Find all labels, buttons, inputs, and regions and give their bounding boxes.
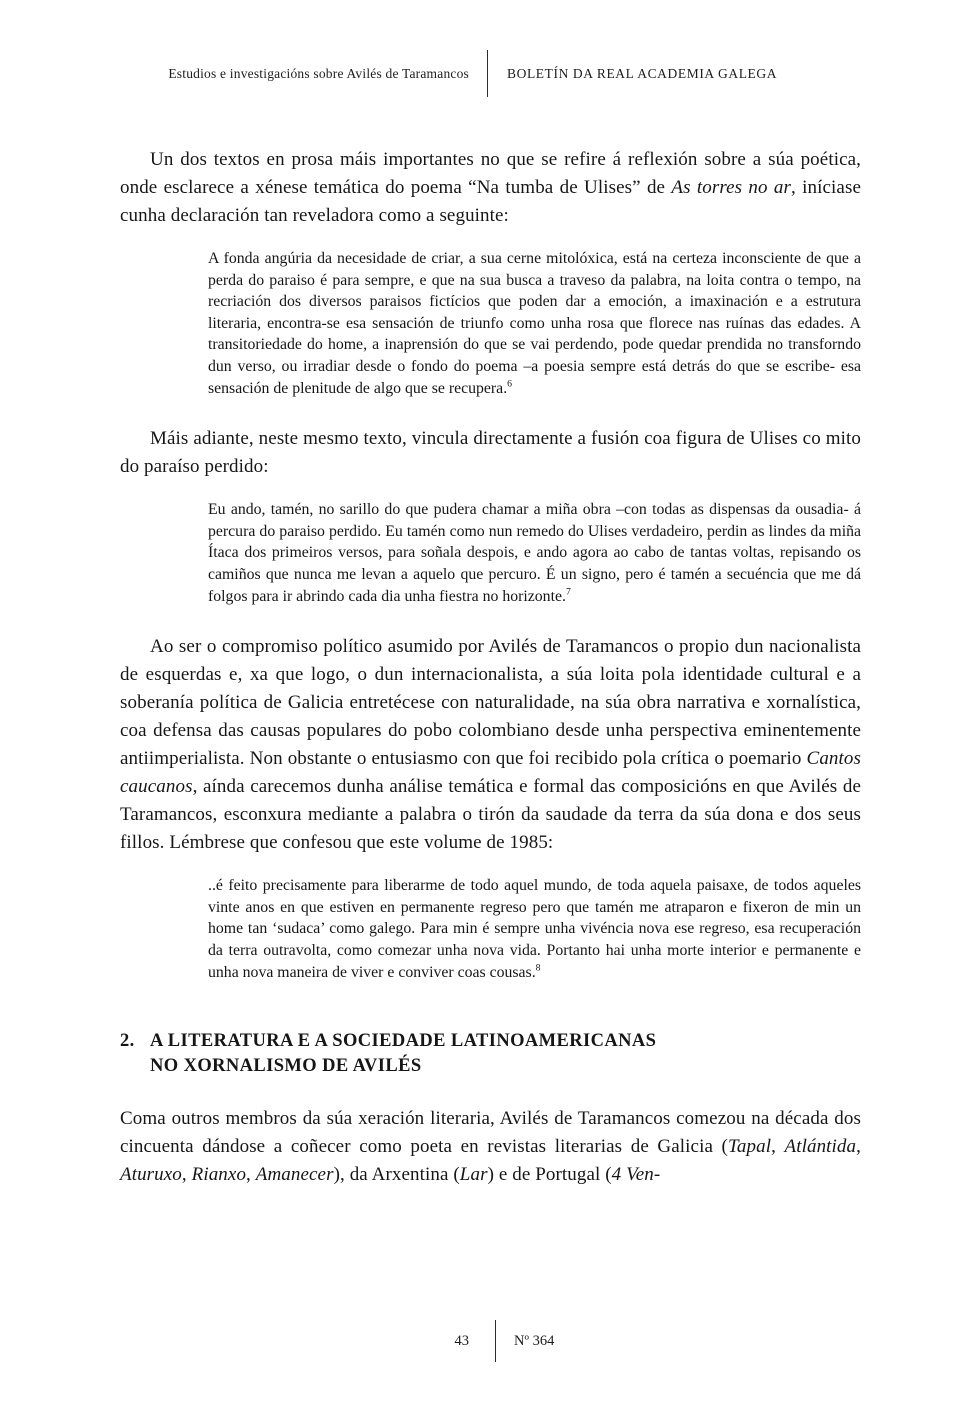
footnote-reference: 8: [535, 962, 541, 974]
paragraph: Coma outros membros da súa xeración literaria, Avilés de Taramancos comezou na década dos cincuenta dándose a coñecer como poeta en revistas literarias de Galicia (Tapal, Atlántida, Aturuxo, Rianxo, Amanecer), da Arxentina (Lar) e de Portugal (4 Ven-: [120, 1108, 861, 1186]
italic-title: Rianxo: [191, 1164, 247, 1186]
running-header: [120, 50, 861, 97]
page-number: 43: [454, 1332, 469, 1349]
running-header-journal-title: BOLETÍN DA REAL ACADEMIA GALEGA: [507, 65, 778, 81]
footnote-reference: 6: [507, 378, 513, 390]
issue-number: Nº 364: [514, 1332, 555, 1349]
italic-title: Lar: [459, 1164, 488, 1186]
paragraph: Ao ser o compromiso político asumido por Avilés de Taramancos o propio dun nacionalista de esquerdas e, xa que logo, o dun internacionalista, a súa loita pola identidade cultural e a soberanía política de Galicia entretécese con naturalidade, na súa obra narrativa e xornalística, coa defensa das causas populares do pobo colombiano desde unha perspectiva eminentemente antiimperialista. Non obstante o entusiasmo con que foi recibido pola crítica o poemario Cantos caucanos, aínda carecemos dunha análise temática e formal das composicións en que Avilés de Taramancos, esconxura mediante a palabra o tirón da saudade da terra da súa dona e dos seus fillos. Lémbrese que confesou que este volume de 1985:: [120, 636, 861, 854]
article-body: [120, 146, 861, 1189]
paragraph: Máis adiante, neste mesmo texto, vincula directamente a fusión coa figura de Ulises co mito do paraíso perdido:: [120, 428, 861, 478]
block-quote: A fonda angúria da necesidade de criar, a sua cerne mitolóxica, está na certeza inconsciente de que a perda do paraiso é para sempre, e que na sua busca a traveso da palabra, na loita contra o tempo, na recriación dos diversos paraisos fictícios que poden dar a emoción, a imaxinación e a estrutura literaria, encontra-se esa sensación de triunfo como unha rosa que florece nas ruínas das edades. A transitoriedade do home, a inaprensión do que se vai perdendo, pode quedar prendida no transforndo dun verso, ou irradiar desde o fondo do poema –a poesia sempre está detrás do que se escribe- esa sensación de plenitude de algo que se recupera.$^6$: [208, 250, 861, 397]
italic-title: As torres no ar: [671, 177, 792, 198]
italic-title: Amanecer: [255, 1164, 334, 1186]
italic-title: Cantos caucanos: [120, 748, 861, 798]
block-quote: Eu ando, tamén, no sarillo do que pudera chamar a miña obra –con todas as dispensas da ousadia- á percura do paraiso perdido. Eu tamén como nun remedo do Ulises verdadeiro, perdin as lindes da miña Ítaca dos primeiros versos, para soñala despois, e ando agora ao cabo de tantas voltas, repisando os camiños que nunca me levan a aquelo que percuro. É un signo, pero é tamén a secuéncia que me dá folgos para ir abrindo cada dia unha fiestra no horizonte.$^7$: [208, 501, 861, 605]
section-title: A LITERATURA E A SOCIEDADE LATINOAMERICANAS NO XORNALISMO DE AVILÉS: [150, 1031, 657, 1077]
italic-title: Aturuxo: [120, 1164, 182, 1186]
block-quote: ..é feito precisamente para liberarme de todo aquel mundo, de toda aquela paisaxe, de todos aqueles vinte anos en que estiven en permanente regreso pero que tamén me atraparon e fixeron de min un home tan ‘sudaca’ como galego. Para min é sempre unha vivéncia nova ese regreso, esa recuperación da terra outravolta, como comezar unha nova vida. Portanto hai unha morte interior e permanente e unha nova maneira de viver e conviver coas cousas.$^8$: [208, 877, 861, 981]
page-footer: [120, 1320, 861, 1362]
paragraph: Un dos textos en prosa máis importantes no que se refire á reflexión sobre a súa poética, onde esclarece a xénese temática do poema “Na tumba de Ulises” de As torres no ar, iníciase cunha declaración tan reveladora como a seguinte:: [120, 149, 861, 226]
section-heading: [120, 1029, 861, 1079]
italic-title: 4 Ven-: [611, 1164, 661, 1186]
section-number: 2.: [120, 1031, 135, 1052]
italic-title: Tapal: [727, 1136, 772, 1158]
footnote-reference: 7: [565, 586, 571, 598]
running-header-section-title: Estudios e investigacións sobre Avilés de Taramancos: [168, 65, 469, 81]
italic-title: Atlántida: [784, 1136, 857, 1158]
